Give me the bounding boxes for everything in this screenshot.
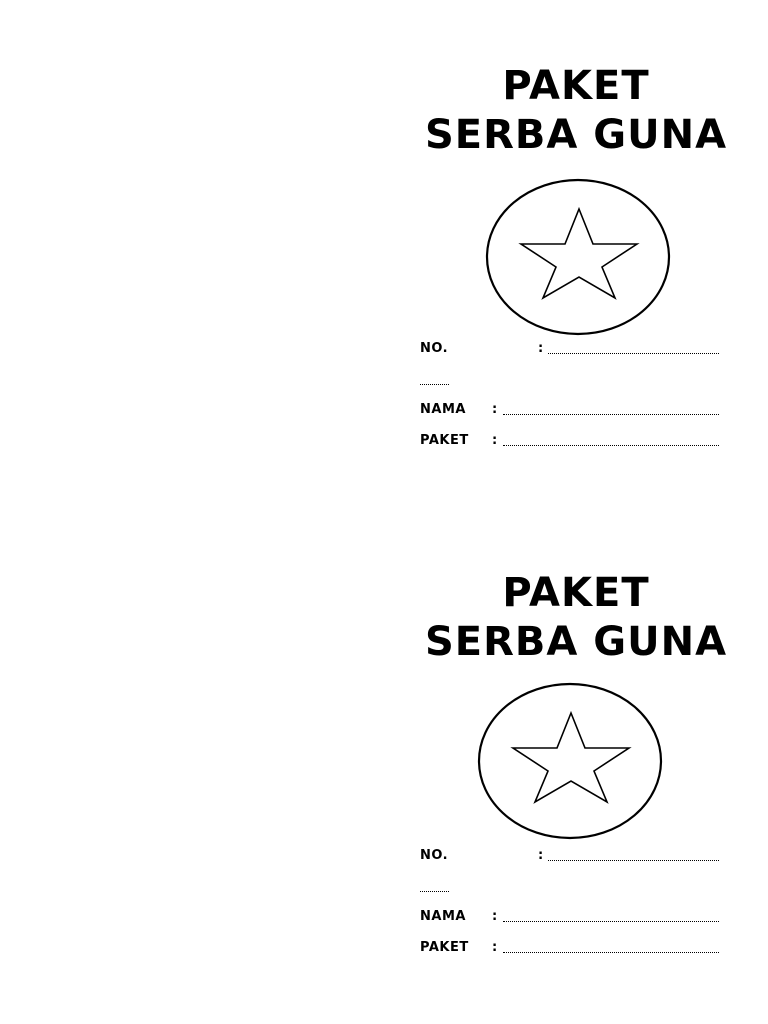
paket-field-colon: : <box>492 940 498 955</box>
title-line-2: SERBA GUNA <box>424 619 728 665</box>
label-card-2 <box>0 507 768 1007</box>
no-field-label: NO. <box>420 341 449 356</box>
paket-field-label: PAKET <box>420 433 469 448</box>
title-line-2: SERBA GUNA <box>424 112 728 158</box>
no-field-label: NO. <box>420 848 449 863</box>
paket-field-label: PAKET <box>420 940 469 955</box>
nama-field-line[interactable] <box>503 414 719 415</box>
label-title <box>400 569 752 667</box>
no-field-line[interactable] <box>548 353 719 354</box>
star-in-circle-icon <box>477 682 663 840</box>
star-in-circle-icon <box>485 178 671 336</box>
no-field-line-continuation[interactable] <box>420 891 449 892</box>
label-title <box>400 62 752 160</box>
paket-field-line[interactable] <box>503 952 719 953</box>
title-line-1: PAKET <box>502 570 650 616</box>
no-field-colon: : <box>538 341 544 356</box>
no-field-line[interactable] <box>548 860 719 861</box>
no-field-line-continuation[interactable] <box>420 384 449 385</box>
title-line-1: PAKET <box>502 63 650 109</box>
no-field-colon: : <box>538 848 544 863</box>
nama-field-colon: : <box>492 909 498 924</box>
nama-field-label: NAMA <box>420 402 466 417</box>
nama-field-label: NAMA <box>420 909 466 924</box>
paket-field-line[interactable] <box>503 445 719 446</box>
nama-field-colon: : <box>492 402 498 417</box>
label-card-1 <box>0 0 768 500</box>
paket-field-colon: : <box>492 433 498 448</box>
nama-field-line[interactable] <box>503 921 719 922</box>
